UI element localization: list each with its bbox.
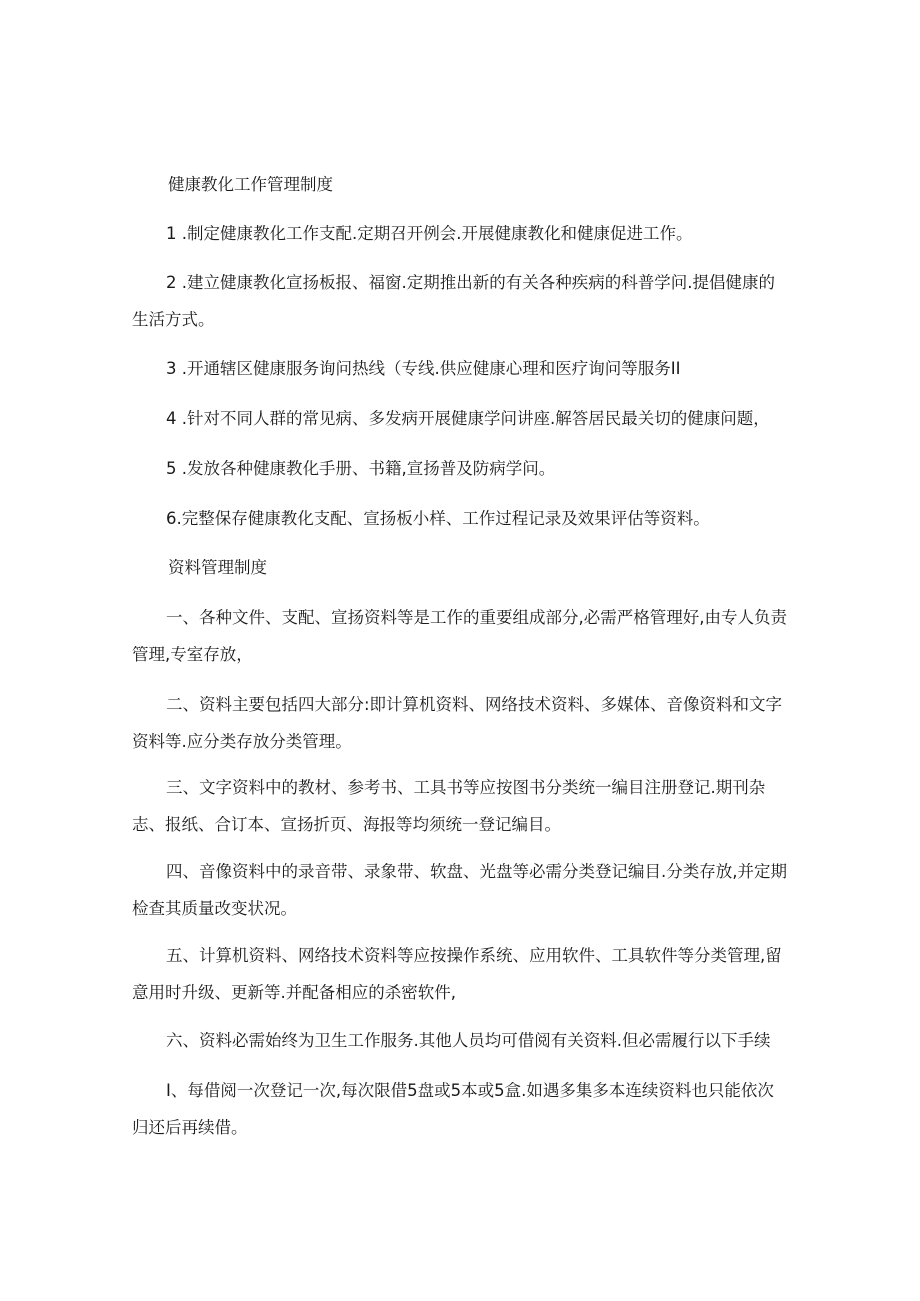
- materials-item-3: 三、文字资料中的教材、参考书、工具书等应按图书分类统一编目注册登记.期刊杂志、报纸、合订本、宣扬折页、海报等均须统一登记编目。: [132, 778, 766, 834]
- materials-item-7: I、每借阅一次登记一次,每次限借5盘或5本或5盒.如遇多集多本连续资料也只能依次归还后再续借。: [132, 1081, 774, 1137]
- health-item-4: 4 .针对不同人群的常见病、多发病开展健康学问讲座.解答居民最关切的健康问题，: [166, 409, 770, 428]
- health-item-5: 5 .发放各种健康教化手册、书籍,宣扬普及防病学问。: [166, 459, 556, 478]
- section-title-health-education: 健康教化工作管理制度: [168, 175, 333, 194]
- health-item-2: 2 .建立健康教化宣扬板报、福窗.定期推出新的有关各种疾病的科普学问.提倡健康的生活方式。: [132, 273, 775, 329]
- materials-item-1: 一、各种文件、支配、宣扬资料等是工作的重要组成部分,必需严格管理好,由专人负责管理,专室存放，: [132, 608, 787, 664]
- section-title-materials-management: 资料管理制度: [168, 558, 267, 577]
- health-item-1: 1 .制定健康教化工作支配.定期召开例会.开展健康教化和健康促进工作。: [166, 224, 693, 243]
- materials-item-5: 五、计算机资料、网络技术资料等应按操作系统、应用软件、工具软件等分类管理,留意用时升级、更新等.并配备相应的杀密软件,: [132, 946, 782, 1002]
- health-item-6: 6.完整保存健康教化支配、宣扬板小样、工作过程记录及效果评估等资料。: [166, 509, 710, 528]
- materials-item-4: 四、音像资料中的录音带、录象带、软盘、光盘等必需分类登记编目.分类存放,并定期检查其质量改变状况。: [132, 862, 787, 918]
- materials-item-6: 六、资料必需始终为卫生工作服务.其他人员均可借阅有关资料.但必需履行以下手续: [166, 1031, 771, 1050]
- materials-item-2: 二、资料主要包括四大部分:即计算机资料、网络技术资料、多媒体、音像资料和文字资料等.应分类存放分类管理。: [132, 695, 783, 751]
- health-item-3: 3 .开通辖区健康服务询问热线（专线.供应健康心理和医疗询问等服务II: [166, 359, 681, 378]
